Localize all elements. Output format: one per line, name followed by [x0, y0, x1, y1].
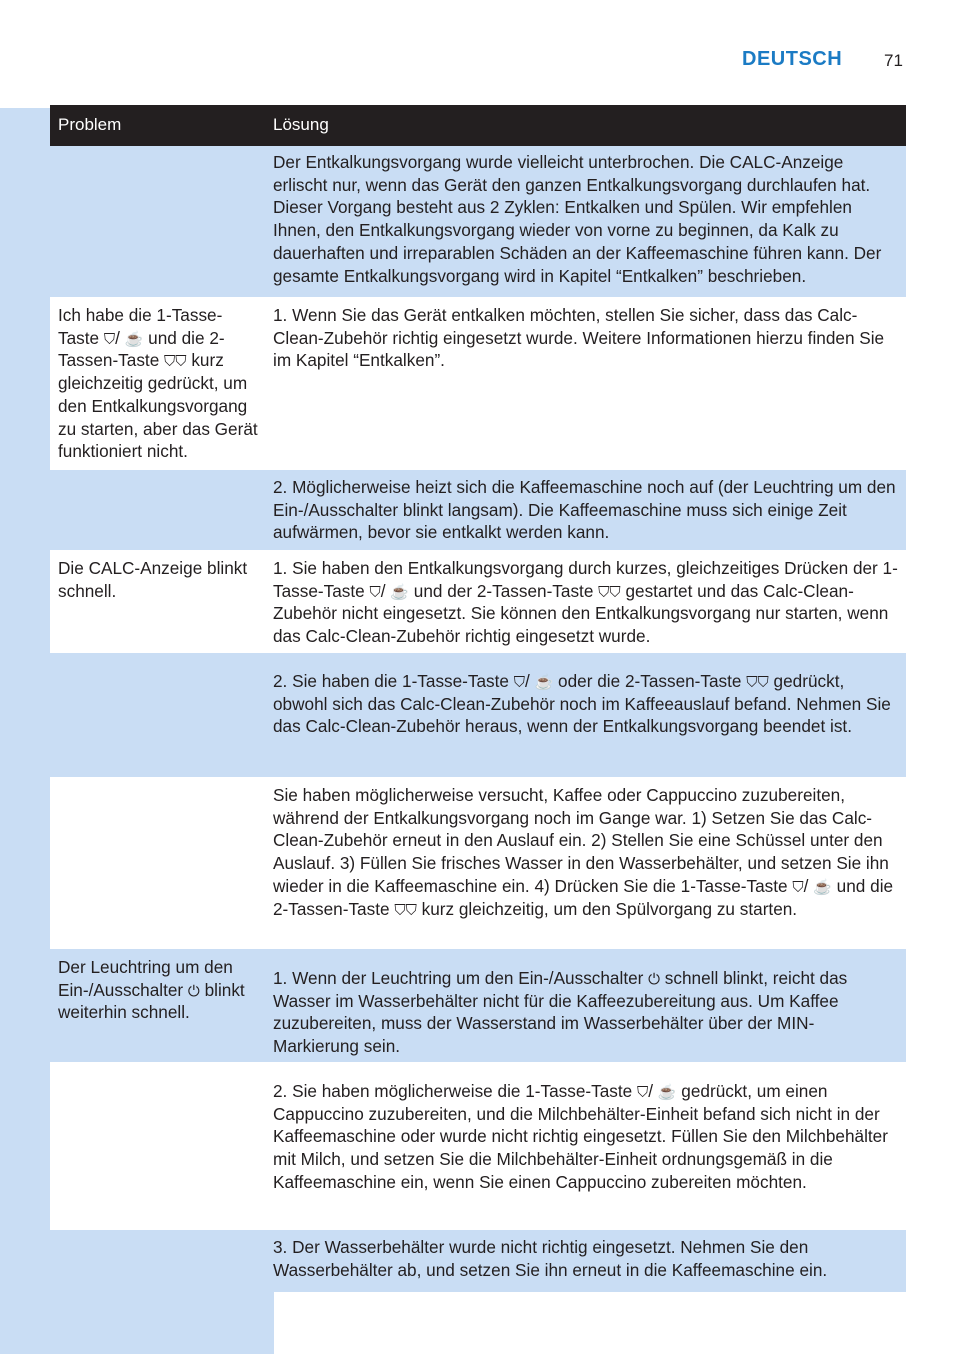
one-cup-icon: ⛉	[103, 330, 116, 348]
solution-column-header: Lösung	[265, 105, 906, 146]
solution-cell: 2. Sie haben die 1-Tasse-Taste ⛉/ ☕ oder die 2-Tassen-Taste ⛉⛉ gedrückt, obwohl sich das Calc-Clean-Zubehör noch im Kaffeeauslauf befand. Nehmen Sie das Calc-Clean-Zubehör heraus, wenn der Entkalkungsvorgang beendet ist.	[265, 653, 906, 777]
solution-cell: Der Entkalkungsvorgang wurde vielleicht unterbrochen. Die CALC-Anzeige erlischt nur, wenn das Gerät den ganzen Entkalkungsvorgang durchlaufen hat. Dieser Vorgang besteht aus 2 Zyklen: Entkalken und Spülen. Wir empfehlen Ihnen, den Entkalkungsvorgang wieder von vorne zu beginnen, da Kalk zu dauerhaften und irreparablen Schäden an der Kaffeemaschine führen kann. Der gesamte Entkalkungsvorgang wird in Kapitel “Entkalken” beschrieben.	[265, 146, 906, 297]
table-header-row	[50, 105, 906, 146]
table-row	[50, 470, 906, 550]
power-icon: ⏻	[187, 982, 200, 1000]
problem-cell	[50, 653, 265, 777]
solution-cell: 2. Möglicherweise heizt sich die Kaffeemaschine noch auf (der Leuchtring um den Ein-/Ausschalter blinkt langsam). Die Kaffeemaschine muss sich einige Zeit aufwärmen, bevor sie entkalkt werden kann.	[265, 470, 906, 550]
one-cup-icon: ⛉	[369, 583, 381, 601]
power-icon: ⏻	[648, 971, 661, 988]
cappuccino-icon: ☕	[390, 583, 409, 601]
table-row	[50, 949, 906, 1062]
problem-cell	[50, 1230, 265, 1292]
cappuccino-icon: ☕	[813, 878, 832, 896]
problem-cell	[50, 146, 265, 297]
solution-cell: 2. Sie haben möglicherweise die 1-Tasse-Taste ⛉/ ☕ gedrückt, um einen Cappuccino zuzubereiten, und die Milchbehälter-Einheit befand sich nicht in der Kaffeemaschine oder wurde nicht richtig eingesetzt. Füllen Sie den Milchbehälter mit Milch, und setzen Sie die Milchbehälter-Einheit ordnungsgemäß in die Kaffeemaschine ein, wenn Sie einen Cappuccino zubereiten möchten.	[265, 1062, 906, 1230]
cappuccino-icon: ☕	[534, 674, 554, 691]
cappuccino-icon: ☕	[124, 330, 144, 348]
solution-cell: 1. Wenn der Leuchtring um den Ein-/Ausschalter ⏻ schnell blinkt, reicht das Wasser im Wasserbehälter nicht für die Kaffeezubereitung aus. Um Kaffee zuzubereiten, muss der Wasserstand im Wasserbehälter über der MIN-Markierung sein.	[265, 949, 906, 1062]
table-row	[50, 1230, 906, 1292]
page-number: 71	[884, 51, 903, 70]
problem-cell: Der Leuchtring um den Ein-/Ausschalter ⏻ blinkt weiterhin schnell.	[50, 949, 265, 1062]
language-heading: DEUTSCH	[742, 48, 843, 70]
table-row	[50, 653, 906, 777]
solution-cell: Sie haben möglicherweise versucht, Kaffee oder Cappuccino zuzubereiten, während der Entkalkungsvorgang noch im Gange war. 1) Setzen Sie das Calc-Clean-Zubehör erneut in den Auslauf ein. 2) Stellen Sie eine Schüssel unter den Auslauf. 3) Füllen Sie frisches Wasser in den Wasserbehälter, und setzen Sie ihn wieder in die Kaffeemaschine ein. 4) Drücken Sie die 1-Tasse-Taste ⛉/ ☕ und die 2-Tassen-Taste ⛉⛉ kurz gleichzeitig, um den Spülvorgang zu starten.	[265, 777, 906, 949]
solution-cell: 3. Der Wasserbehälter wurde nicht richtig eingesetzt. Nehmen Sie den Wasserbehälter ab, und setzen Sie ihn erneut in die Kaffeemaschine ein.	[265, 1230, 906, 1292]
problem-cell	[50, 1062, 265, 1230]
problem-column-header: Problem	[50, 105, 265, 146]
two-cups-icon: ⛉⛉	[746, 674, 769, 691]
cappuccino-icon: ☕	[657, 1084, 677, 1101]
two-cups-icon: ⛉⛉	[598, 583, 621, 601]
table-row	[50, 297, 906, 470]
solution-cell: 1. Sie haben den Entkalkungsvorgang durch kurzes, gleichzeitiges Drücken der 1-Tasse-Taste ⛉/ ☕ und der 2-Tassen-Taste ⛉⛉ gestartet und das Calc-Clean-Zubehör nicht eingesetzt. Sie können den Entkalkungsvorgang nur starten, wenn das Calc-Clean-Zubehör richtig eingesetzt wurde.	[265, 550, 906, 653]
one-cup-icon: ⛉	[513, 674, 526, 691]
table-row	[50, 146, 906, 297]
one-cup-icon: ⛉	[637, 1084, 649, 1101]
one-cup-icon: ⛉	[792, 878, 804, 896]
table-row	[50, 1062, 906, 1230]
problem-cell	[50, 777, 265, 949]
table-row	[50, 777, 906, 949]
solution-cell: 1. Wenn Sie das Gerät entkalken möchten, stellen Sie sicher, dass das Calc-Clean-Zubehör richtig eingesetzt wurde. Weitere Informationen hierzu finden Sie im Kapitel “Entkalken”.	[265, 297, 906, 470]
problem-cell: Ich habe die 1-Tasse-Taste ⛉/ ☕ und die 2-Tassen-Taste ⛉⛉ kurz gleichzeitig gedrückt, um den Entkalkungsvorgang zu starten, aber das Gerät funktioniert nicht.	[50, 297, 265, 470]
two-cups-icon: ⛉⛉	[394, 901, 417, 919]
left-margin-band	[0, 108, 50, 1260]
problem-cell: Die CALC-Anzeige blinkt schnell.	[50, 550, 265, 653]
troubleshooting-table	[50, 105, 906, 1292]
table-row	[50, 550, 906, 653]
problem-cell	[50, 470, 265, 550]
two-cups-icon: ⛉⛉	[164, 353, 187, 371]
